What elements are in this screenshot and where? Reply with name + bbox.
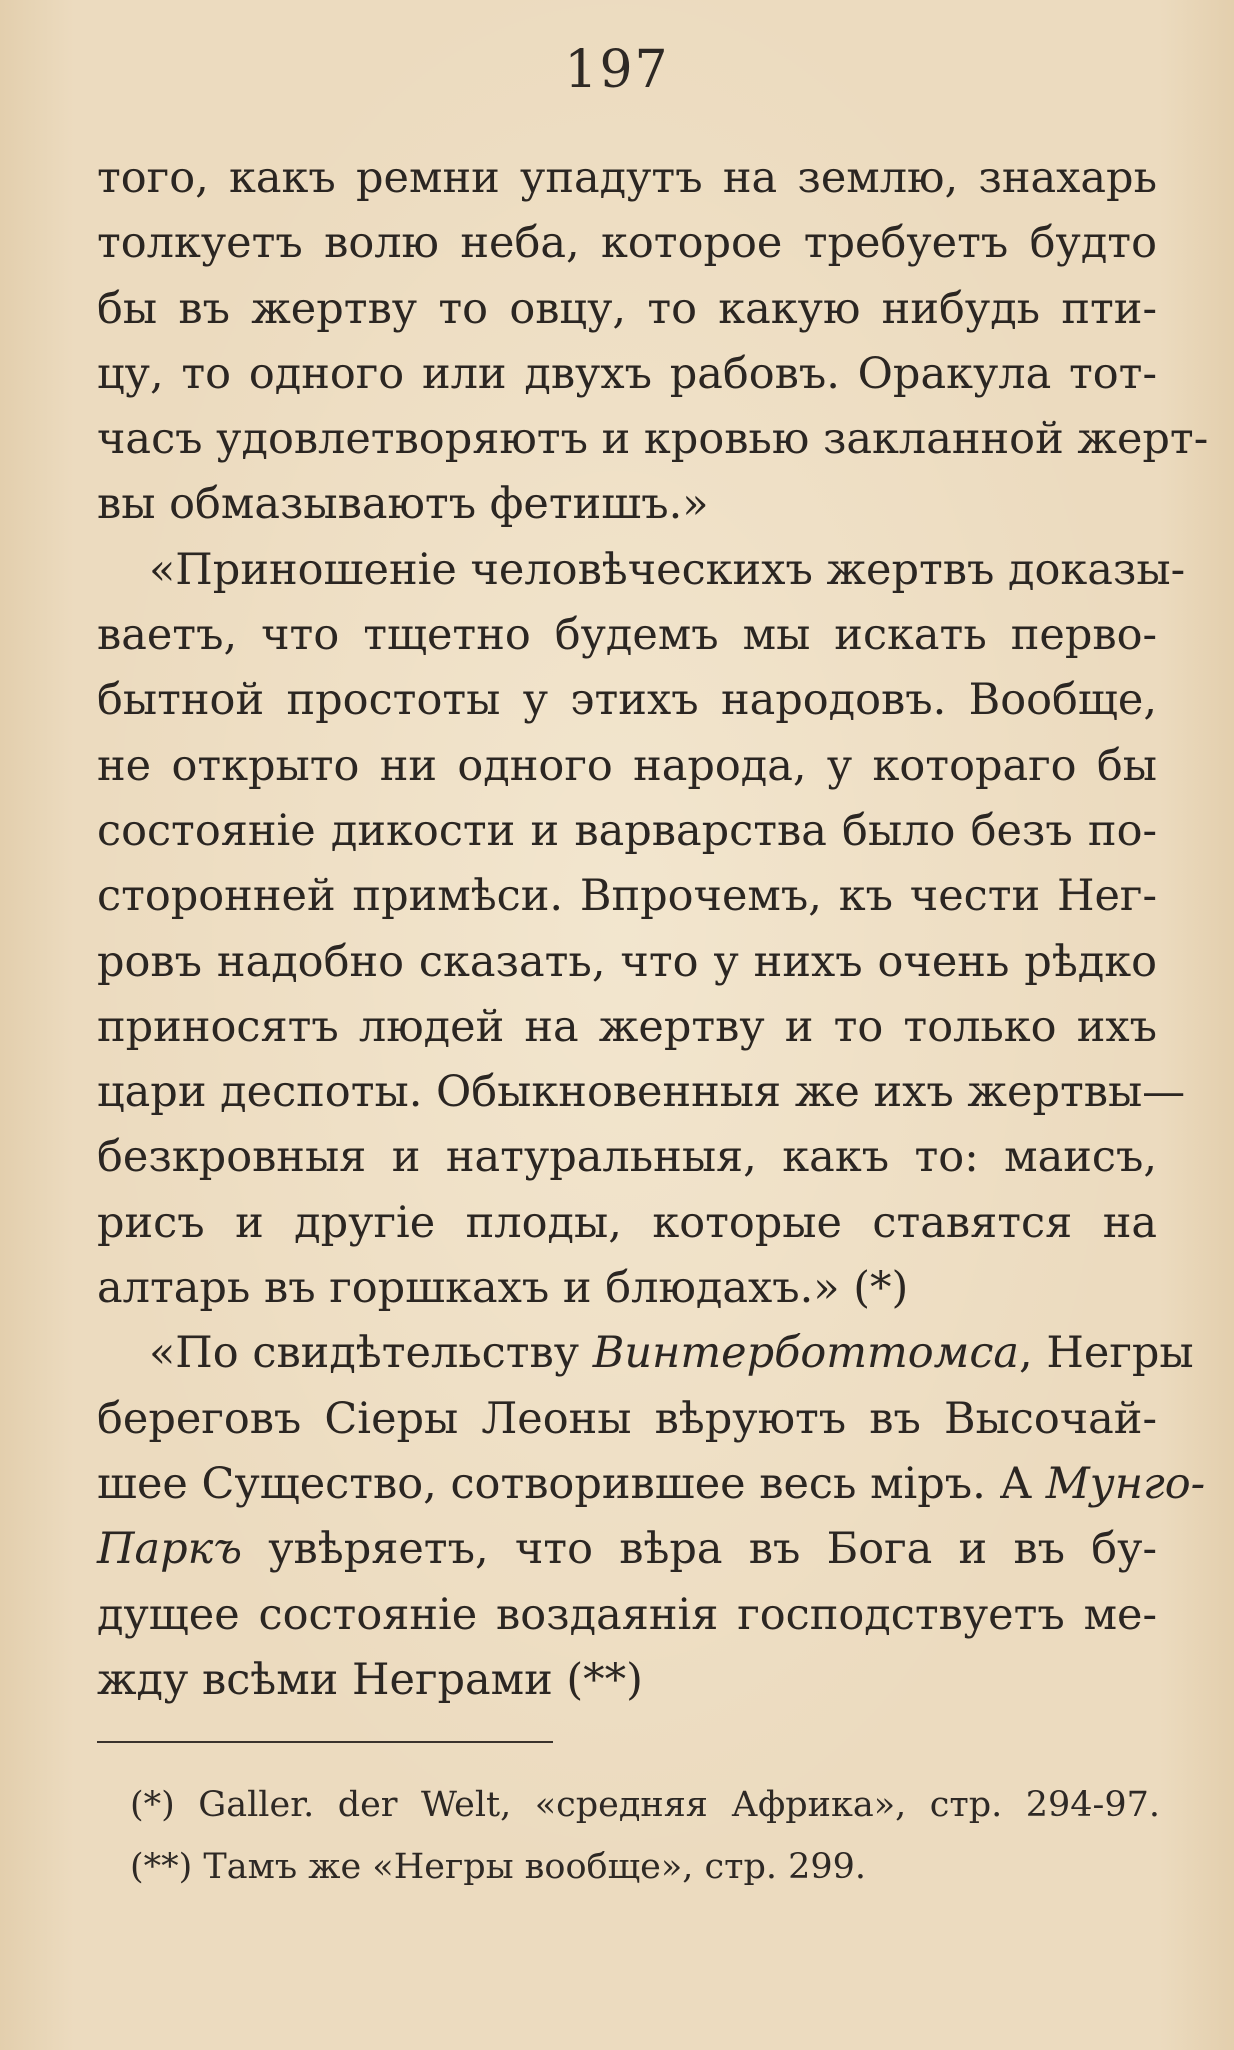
text-line: бытной простоты у этихъ народовъ. Вообще, [97,675,1157,726]
footnote-1: (*) Galler. der Welt, «средняя Африка», стр. 294-97. [130,1785,1160,1825]
text-line: того, какъ ремни упадутъ на землю, знахарь [97,153,1157,203]
paragraph-1 [97,146,1209,538]
text-line: приносятъ людей на жертву и то только ихъ [97,1001,1157,1052]
text-line: безкровныя и натуральныя, какъ то: маисъ, [97,1132,1157,1183]
author-name-mungo: Мунго- [1045,1458,1206,1509]
text-run: «По свидѣтельству [149,1328,593,1379]
author-name-park: Паркъ [97,1524,242,1575]
footnote-2: (**) Тамъ же «Негры вообще», стр. 299. [130,1847,867,1887]
text-run: шее Существо, сотворившее весь міръ. А [97,1458,1046,1509]
page-number: 197 [564,40,670,100]
body-text [97,146,1209,1713]
text-line: рисъ и другіе плоды, которые ставятся на [97,1197,1157,1248]
text-line [97,1321,1194,1386]
text-run: , Негры [1019,1328,1194,1379]
text-line: толкуетъ волю неба, которое требуетъ будто [97,218,1157,269]
text-line [97,1452,1206,1517]
footnotes [130,1774,1160,1898]
paragraph-2 [97,538,1186,1322]
text-run: увѣряетъ, что вѣра въ Бога и въ бу- [242,1524,1157,1575]
text-line: сторонней примѣси. Впрочемъ, къ чести Нег- [97,871,1157,922]
text-line: состояніе дикости и варварства было безъ по- [97,805,1157,856]
text-line: береговъ Сіеры Леоны вѣруютъ въ Высочай- [97,1393,1157,1444]
text-line: ровъ надобно сказать, что у нихъ очень рѣдко [97,936,1157,987]
text-line: вы обмазываютъ фетишъ.» [97,479,709,530]
text-line: цу, то одного или двухъ рабовъ. Оракула тот- [97,348,1157,399]
text-line: «Приношеніе человѣческихъ жертвъ доказы- [149,544,1186,595]
text-line: ваетъ, что тщетно будемъ мы искать перво- [97,610,1157,661]
text-line: не открыто ни одного народа, у котораго бы [97,740,1157,791]
text-line: часъ удовлетворяютъ и кровью закланной жерт- [97,414,1209,465]
paragraph-3 [97,1321,1206,1713]
text-line [97,1517,1157,1582]
text-line: алтарь въ горшкахъ и блюдахъ.» (*) [97,1263,909,1314]
text-line: бы въ жертву то овцу, то какую нибудь пти- [97,283,1157,334]
text-line: цари деспоты. Обыкновенныя же ихъ жертвы— [97,1067,1186,1118]
footnote-divider [97,1741,553,1743]
author-name-winterbottom: Винтерботтомса [592,1328,1020,1379]
text-line: дущее состояніе воздаянія господствуетъ ме- [97,1589,1157,1640]
text-line: жду всѣми Неграми (**) [97,1654,643,1705]
